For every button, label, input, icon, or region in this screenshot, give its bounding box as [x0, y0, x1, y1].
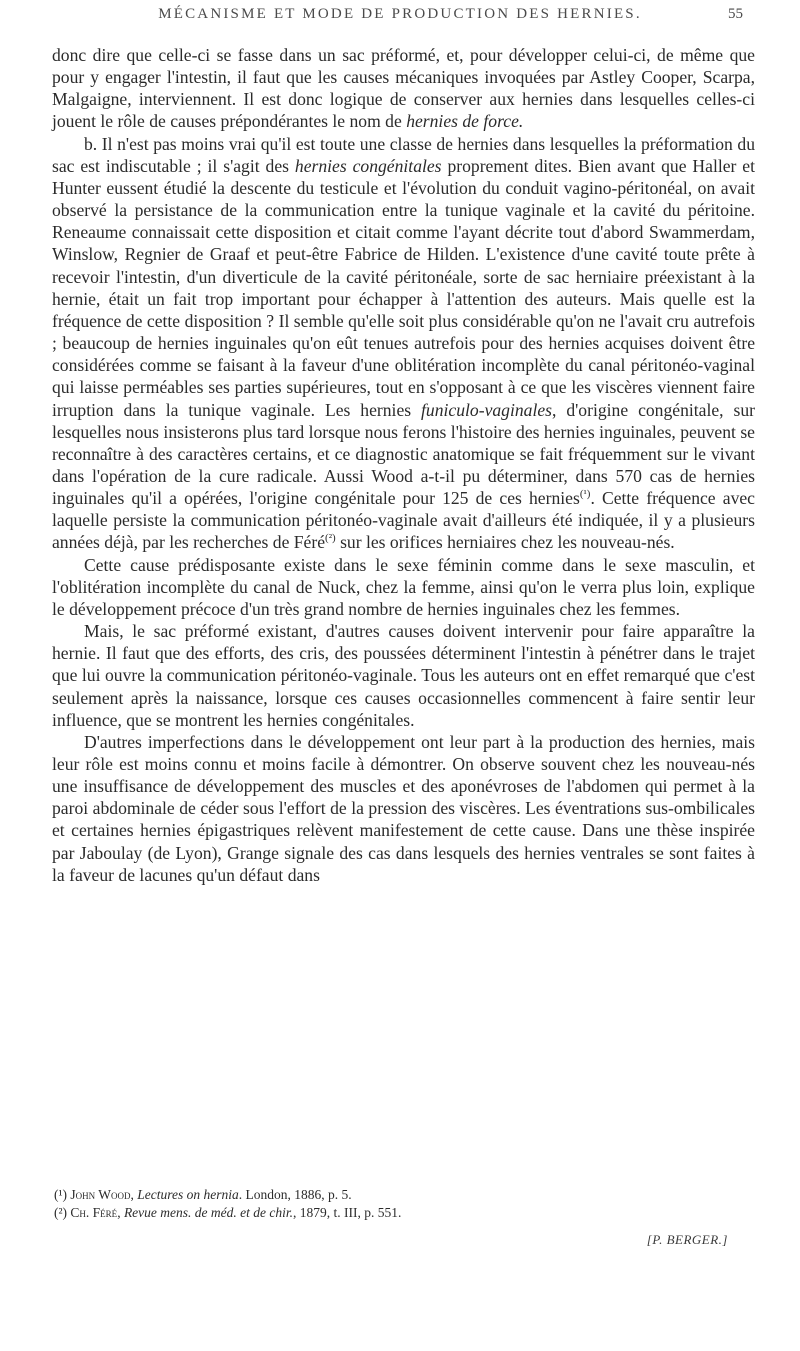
paragraph-3: Cette cause prédisposante existe dans le sexe féminin comme dans le sexe masculin, et l'oblitération incomplète du canal de Nuck, chez la femme, ainsi qu'on le verra plus loin, explique le développement précoce d'un très grand nombre de hernies inguinales chez les femmes. [52, 554, 755, 619]
term-funiculo-vaginales: funiculo-vaginales [421, 399, 552, 420]
body-text [52, 44, 755, 886]
paragraph-4: Mais, le sac préformé existant, d'autres causes doivent intervenir pour faire apparaître la hernie. Il faut que des efforts, des cris, des poussées déterminent l'intestin à pénétrer dans le trajet que lui ouvre la communication péritonéo-vaginale. Tous les auteurs ont en effet remarqué que c'est seulement après la naissance, lorsque ces causes occasionnelles commencent à faire sentir leur influence, que se montrent les hernies congénitales. [52, 621, 755, 730]
footnote-2: (²) Ch. Féré, Revue mens. de méd. et de chir., 1879, t. III, p. 551. [54, 1205, 402, 1220]
term-hernies-de-force: hernies de force. [406, 111, 524, 132]
paragraph-5: D'autres imperfections dans le développement ont leur part à la production des hernies, mais leur rôle est moins connu et moins facile à démontrer. On observe souvent chez les nouveau-nés une insuffisance de développement des muscles et des aponévroses de l'abdomen qui permet à la paroi abdominale de céder sous l'effort de la pression des viscères. Les éventrations sus-ombilicales et certaines hernies épigastriques relèvent manifestement de cette cause. Dans une thèse inspirée par Jaboulay (de Lyon), Grange signale des cas dans lesquels des hernies ventrales se sont faites à la faveur de lacunes qu'un défaut dans [52, 731, 755, 885]
page-number: 55 [728, 6, 743, 22]
footnotes [52, 1186, 755, 1222]
paragraph-2: b. Il n'est pas moins vrai qu'il est toute une classe de hernies dans lesquelles la préformation du sac est indiscutable ; il s'agit des hernies congénitales proprement dites. Bien avant que Haller et Hunter eussent étudié la descente du testicule et l'évolution du conduit vagino-péritonéal, on avait observé la persistance de la communication entre la tunique vaginale et la cavité du péritoine. Reneaume connaissait cette disposition et citait comme l'ayant décrite tout d'abord Swammerdam, Winslow, Regnier de Graaf et peut-être Fabrice de Hilden. L'existence d'une cavité toute prête à recevoir l'intestin, d'un diverticule de la cavité péritonéale, sorte de sac herniaire préexistant à la hernie, était un fait trop important pour échapper à l'attention des auteurs. Mais quelle est la fréquence de cette disposition ? Il semble qu'elle soit plus considérable qu'on ne l'avait cru autrefois ; beaucoup de hernies inguinales qu'on eût tenues autrefois pour des hernies acquises doivent être considérées comme se faisant à la faveur d'une oblitération incomplète du canal péritonéo-vaginal qui laisse perméables ses parties supérieures, tout en s'opposant à ce que les viscères viennent faire irruption dans la tunique vaginale. Les hernies funiculo-vaginales, d'origine congénitale, sur lesquelles nous insisterons plus tard lorsque nous ferons l'histoire des hernies inguinales, peuvent se reconnaître à des caractères certains, et ce diagnostic anatomique se fait fréquemment sur le vivant dans l'opération de la cure radicale. Aussi Wood a-t-il pu déterminer, dans 570 cas de hernies inguinales qu'il a opérées, l'origine congénitale pour 125 de ces hernies$^{(^1)}$. Cette fréquence avec laquelle persiste la communication péritonéo-vaginale avait d'ailleurs été indiquée, il y a plusieurs années déjà, par les recherches de Féré$^{(^2)}$ sur les orifices herniaires chez les nouveau-nés. [52, 133, 755, 553]
author-signature: [P. BERGER.] [646, 1232, 728, 1247]
footnote-ref-2[interactable]: (²) [325, 532, 336, 545]
term-hernies-congenitales: hernies congénitales [294, 155, 442, 176]
paragraph-1: donc dire que celle-ci se fasse dans un sac préformé, et, pour développer celui-ci, de même que pour y engager l'intestin, il faut que les causes mécaniques invoquées par Astley Cooper, Scarpa, Malgaigne, interviennent. Il est donc logique de conserver aux hernies dans lesquelles celles-ci jouent le rôle de causes prépondérantes le nom de hernies de force. [52, 45, 755, 132]
footnote-1: (¹) John Wood, Lectures on hernia. London, 1886, p. 5. [54, 1187, 352, 1202]
running-header: MÉCANISME ET MODE DE PRODUCTION DES HERNIES. [158, 6, 642, 22]
footnote-ref-1[interactable]: (¹) [579, 488, 591, 501]
